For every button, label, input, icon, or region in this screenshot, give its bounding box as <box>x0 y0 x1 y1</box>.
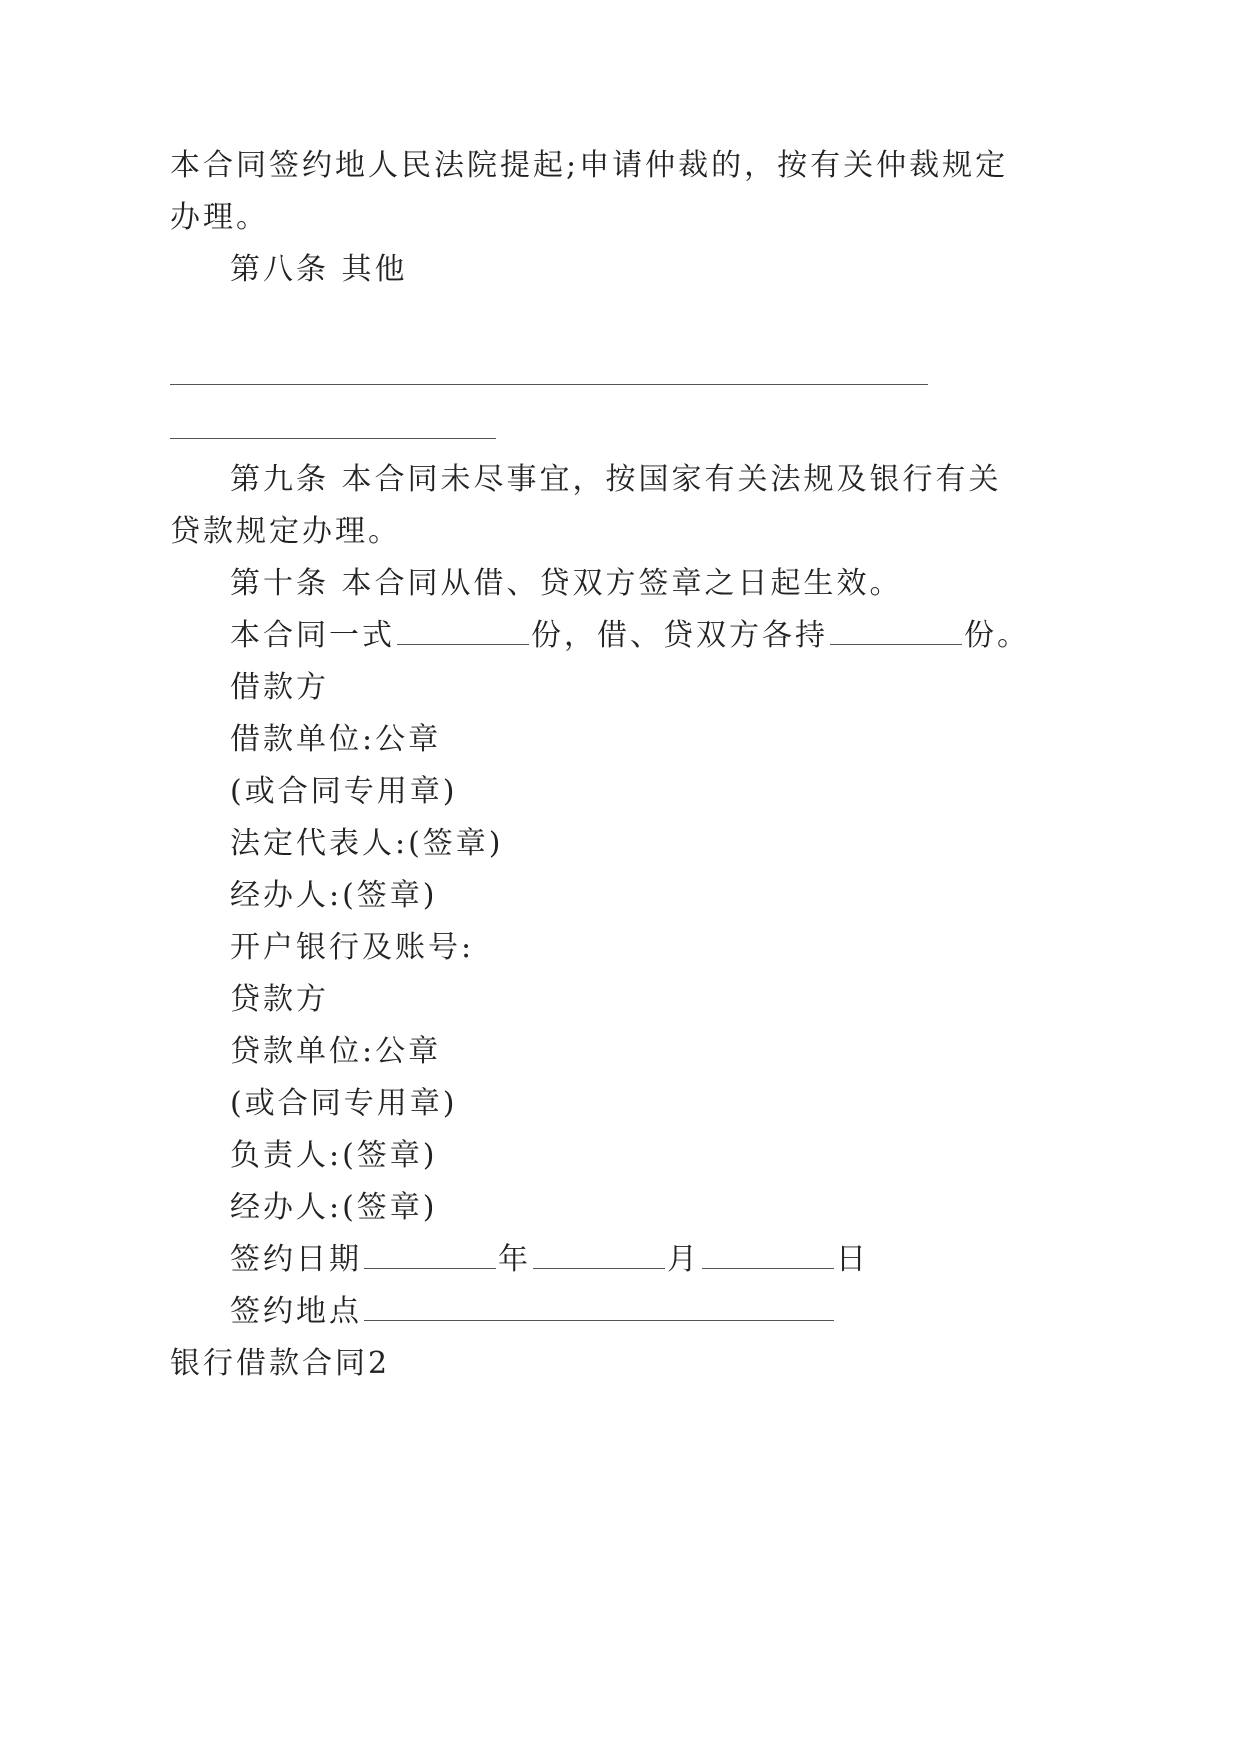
copies-text: 本合同一式 <box>230 618 395 653</box>
lender-unit: 贷款单位:公章 <box>230 1034 442 1069</box>
paragraph-line: 本合同签约地人民法院提起;申请仲裁的，按有关仲裁规定 <box>170 148 1009 183</box>
copies-each-blank <box>830 616 962 645</box>
fill-in-rule <box>170 438 496 439</box>
month-blank <box>533 1240 665 1269</box>
signing-date-line <box>230 1240 869 1280</box>
borrower-seal: (或合同专用章) <box>230 774 458 809</box>
article-10-line: 第十条 本合同从借、贷双方签章之日起生效。 <box>230 566 903 601</box>
article-8-heading: 第八条 其他 <box>230 252 408 287</box>
borrower-heading: 借款方 <box>230 670 329 705</box>
year-label: 年 <box>498 1242 531 1277</box>
next-contract-title: 银行借款合同2 <box>170 1346 391 1381</box>
paragraph-line: 办理。 <box>170 200 269 235</box>
copies-text: 份。 <box>964 618 1030 653</box>
lender-handler: 经办人:(签章) <box>230 1190 438 1225</box>
article-9-line: 第九条 本合同未尽事宜，按国家有关法规及银行有关 <box>230 462 1002 497</box>
place-blank <box>364 1292 834 1321</box>
signing-place-line <box>230 1292 836 1332</box>
signing-date-label: 签约日期 <box>230 1242 362 1277</box>
article-9-line: 贷款规定办理。 <box>170 514 401 549</box>
lender-heading: 贷款方 <box>230 982 329 1017</box>
copies-line <box>230 616 1030 656</box>
legal-representative: 法定代表人:(签章) <box>230 826 504 861</box>
responsible-person: 负责人:(签章) <box>230 1138 438 1173</box>
borrower-handler: 经办人:(签章) <box>230 878 438 913</box>
fill-in-rule <box>170 384 928 385</box>
copies-text: 份，借、贷双方各持 <box>531 618 828 653</box>
signing-place-label: 签约地点 <box>230 1294 362 1329</box>
year-blank <box>364 1240 496 1269</box>
day-blank <box>702 1240 834 1269</box>
lender-seal: (或合同专用章) <box>230 1086 458 1121</box>
month-label: 月 <box>667 1242 700 1277</box>
bank-account: 开户银行及账号: <box>230 930 475 965</box>
copies-total-blank <box>397 616 529 645</box>
day-label: 日 <box>836 1242 869 1277</box>
borrower-unit: 借款单位:公章 <box>230 722 442 757</box>
